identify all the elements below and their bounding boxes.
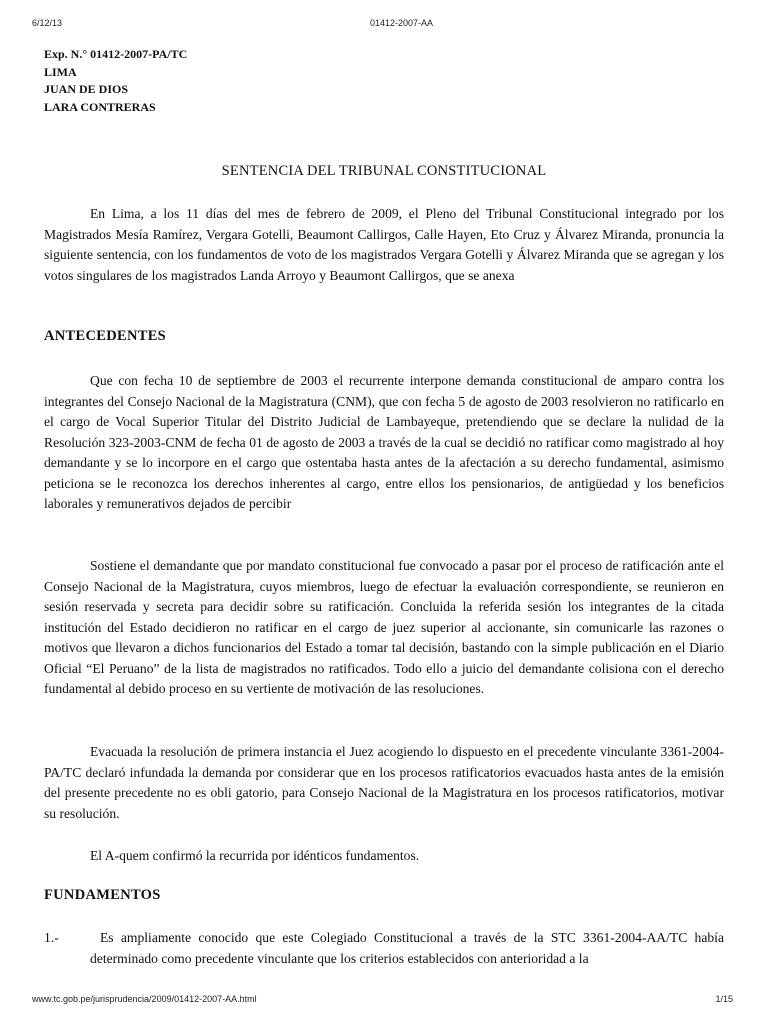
print-url: www.tc.gob.pe/jurisprudencia/2009/01412-2007-AA.html <box>32 994 257 1004</box>
document-title: SENTENCIA DEL TRIBUNAL CONSTITUCIONAL <box>221 163 547 179</box>
print-header <box>0 18 768 30</box>
plaintiff-name-line1: JUAN DE DIOS <box>44 82 129 96</box>
fundamentos-heading: FUNDAMENTOS <box>44 887 161 903</box>
antecedentes-paragraph-2: Sostiene el demandante que por mandato constitucional fue convocado a pasar por el proceso de ratificación ante el Consejo Nacional de la Magistratura, cuyos miembros, luego de efectuar la evaluación correspondiente, se reunieron en sesión reservada y secreta para decidir sobre su ratificación. Concluida la referida sesión los integrantes de la citada institución del Estado decidieron no ratificar en el cargo de juez superior al accionante, sin comunicarle las razones o motivos que llevaron a dichos funcionarios del Estado a tomar tal decisión, bastando con la simple publicación en el Diario Oficial “El Peruano” de la lista de magistrados no ratificados. Todo ello a juicio del demandante colisiona con el derecho fundamental al debido proceso en su vertiente de motivación de las resoluciones. <box>44 558 724 696</box>
antecedentes-paragraph-3: Evacuada la resolución de primera instancia el Juez acogiendo lo dispuesto en el precedente vinculante 3361-2004-PA/TC declaró infundada la demanda por considerar que en los procesos ratificatorios evacuados hasta antes de la emisión del presente precedente no es obli gatorio, para Consejo Nacional de la Magistratura en los procesos ratificatorios, motivar su resolución. <box>44 744 724 821</box>
case-info-block <box>44 46 344 116</box>
intro-paragraph: En Lima, a los 11 días del mes de febrero de 2009, el Pleno del Tribunal Constitucional integrado por los Magistrados Mesía Ramírez, Vergara Gotelli, Beaumont Callirgos, Calle Hayen, Eto Cruz y Álvarez Miranda, pronuncia la siguiente sentencia, con los fundamentos de voto de los magistrados Vergara Gotelli y Álvarez Miranda que se agregan y los votos singulares de los magistrados Landa Arroyo y Beaumont Callirgos, que se anexa <box>44 206 724 283</box>
case-number: Exp. N.° 01412-2007-PA/TC <box>44 47 188 61</box>
antecedentes-heading: ANTECEDENTES <box>44 328 167 344</box>
print-doc-title: 01412-2007-AA <box>370 18 434 28</box>
case-city: LIMA <box>44 64 77 79</box>
antecedentes-paragraph-1: Que con fecha 10 de septiembre de 2003 el recurrente interpone demanda constitucional de amparo contra los integrantes del Consejo Nacional de la Magistratura (CNM), que con fecha 5 de agosto de 2003 resolvieron no ratificarlo en el cargo de Vocal Superior Titular del Distrito Judicial de Lambayeque, pretendiendo que se declare la nulidad de la Resolución 323-2003-CNM de fecha 01 de agosto de 2003 a través de la cual se decidió no ratificar como magistrado al hoy demandante y se lo incorpore en el cargo que ostentaba hasta antes de la afectación a su derecho fundamental, asimismo peticiona se le reconozca los derechos inherentes al cargo, entre ellos los pensionarios, de antigüedad y los beneficios laborales y remunerativos dejados de percibir <box>44 373 724 511</box>
antecedentes-paragraph-4: El A-quem confirmó la recurrida por idénticos fundamentos. <box>90 848 420 863</box>
fundamento-item <box>44 928 724 969</box>
print-date: 6/12/13 <box>32 18 63 28</box>
fundamento-text: Es ampliamente conocido que este Colegiado Constitucional a través de la STC 3361-2004-AA/TC había determinado como precedente vinculante que los criterios establecidos con anterioridad a la <box>90 930 724 966</box>
plaintiff-name-line2: LARA CONTRERAS <box>44 99 156 114</box>
print-footer <box>0 994 768 1006</box>
fundamento-number: 1.- <box>44 930 59 945</box>
page-indicator: 1/15 <box>715 994 733 1004</box>
